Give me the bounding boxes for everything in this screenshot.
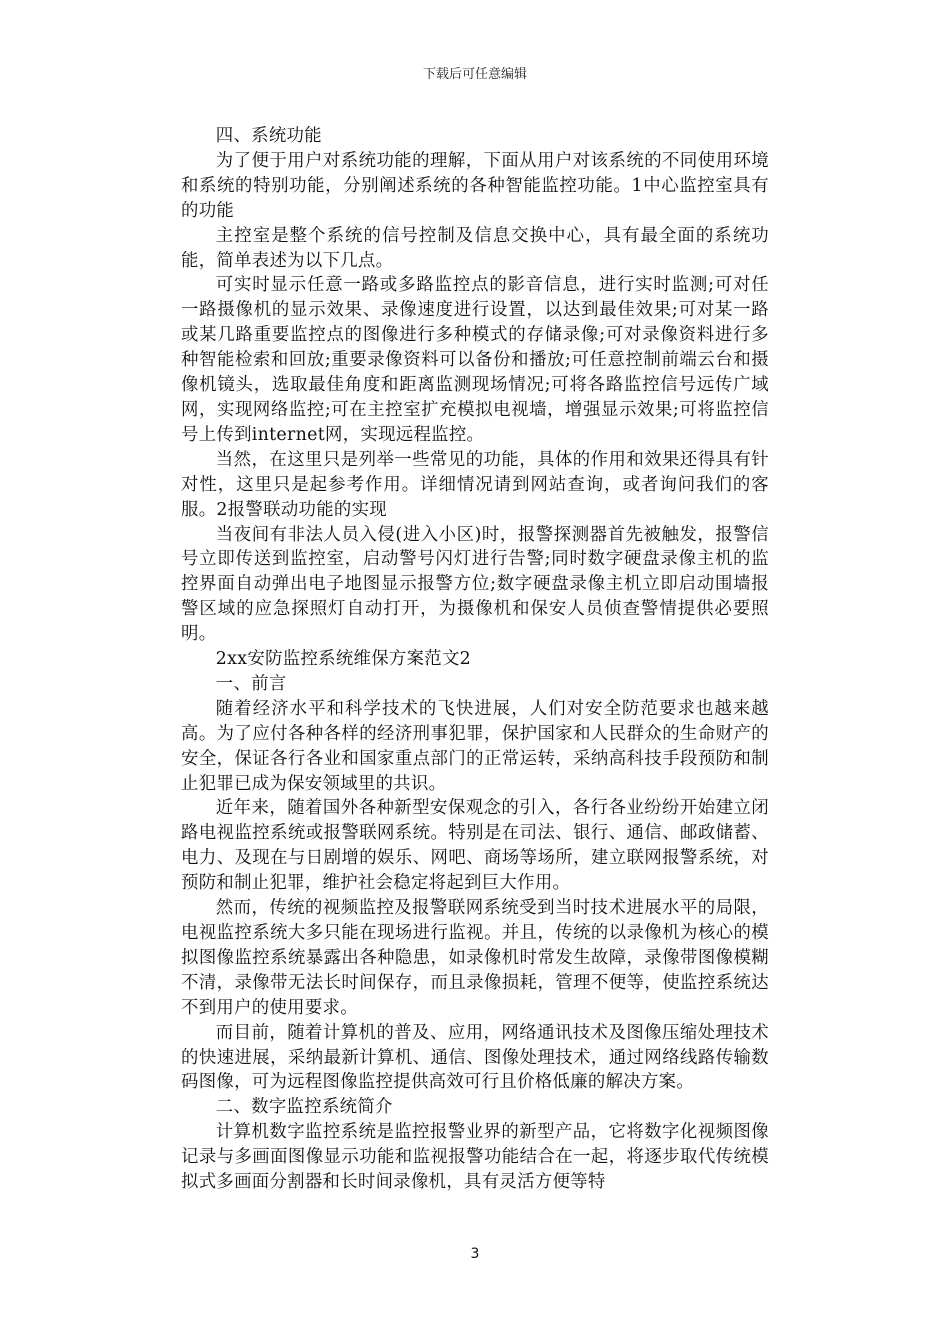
paragraph: 为了便于用户对系统功能的理解，下面从用户对该系统的不同使用环境和系统的特别功能，分别阐述系统的各种智能监控功能。1中心监控室具有的功能 <box>181 150 769 221</box>
paragraph: 当夜间有非法人员入侵(进入小区)时，报警探测器首先被触发，报警信号立即传送到监控室，启动警号闪灯进行告警;同时数字硬盘录像主机的监控界面自动弹出电子地图显示报警方位;数字硬盘录像主机立即启动围墙报警区域的应急探照灯自动打开，为摄像机和保安人员侦查警情提供必要照明。 <box>181 524 769 645</box>
paragraph: 近年来，随着国外各种新型安保观念的引入，各行各业纷纷开始建立闭路电视监控系统或报警联网系统。特别是在司法、银行、通信、邮政储蓄、电力、及现在与日剧增的娱乐、网吧、商场等场所，建立联网报警系统，对预防和制止犯罪，维护社会稳定将起到巨大作用。 <box>181 798 769 894</box>
paragraph: 而目前，随着计算机的普及、应用，网络通讯技术及图像压缩处理技术的快速进展，采纳最新计算机、通信、图像处理技术，通过网络线路传输数码图像，可为远程图像监控提供高效可行且价格低廉的解决方案。 <box>181 1022 769 1093</box>
paragraph: 随着经济水平和科学技术的飞快进展，人们对安全防范要求也越来越高。为了应付各种各样的经济刑事犯罪，保护国家和人民群众的生命财产的安全，保证各行各业和国家重点部门的正常运转，采纳高科技手段预防和制止犯罪已成为保安领域里的共识。 <box>181 698 769 794</box>
section-heading-system-functions: 四、系统功能 <box>215 126 322 146</box>
section-heading-digital-monitoring: 二、数字监控系统简介 <box>215 1097 393 1118</box>
paragraph: 可实时显示任意一路或多路监控点的影音信息，进行实时监测;可对任一路摄像机的显示效果、录像速度进行设置，以达到最佳效果;可对某一路或某几路重要监控点的图像进行多种模式的存储录像;可对录像资料进行多种智能检索和回放;重要录像资料可以备份和播放;可任意控制前端云台和摄像机镜头，选取最佳角度和距离监测现场情况;可将各路监控信号远传广域网，实现网络监控;可在主控室扩充模拟电视墙，增强显示效果;可将监控信号上传到internet网，实现远程监控。 <box>181 275 769 445</box>
page-header: 下载后可任意编辑 <box>422 67 527 82</box>
paragraph: 然而，传统的视频监控及报警联网系统受到当时技术进展水平的局限，电视监控系统大多只能在现场进行监视。并且，传统的以录像机为核心的模拟图像监控系统暴露出各种隐患，如录像机时常发生故障，录像带图像模糊不清，录像带无法长时间保存，而且录像损耗，管理不便等，使监控系统达不到用户的使用要求。 <box>181 898 769 1018</box>
document-body <box>181 124 769 1195</box>
paragraph: 计算机数字监控系统是监控报警业界的新型产品，它将数字化视频图像记录与多画面图像显示功能和监视报警功能结合在一起，将逐步取代传统模拟式多画面分割器和长时间录像机，具有灵活方便等特 <box>181 1122 769 1193</box>
paragraph: 当然，在这里只是列举一些常见的功能，具体的作用和效果还得具有针对性，这里只是起参考作用。详细情况请到网站查询，或者询问我们的客服。2报警联动功能的实现 <box>181 449 769 520</box>
section-heading-preface: 一、前言 <box>215 673 287 694</box>
document-title-line: 2xx安防监控系统维保方案范文2 <box>215 649 472 670</box>
page-number: 3 <box>470 1246 480 1262</box>
paragraph: 主控室是整个系统的信号控制及信息交换中心，具有最全面的系统功能，简单表述为以下几点。 <box>181 225 769 271</box>
